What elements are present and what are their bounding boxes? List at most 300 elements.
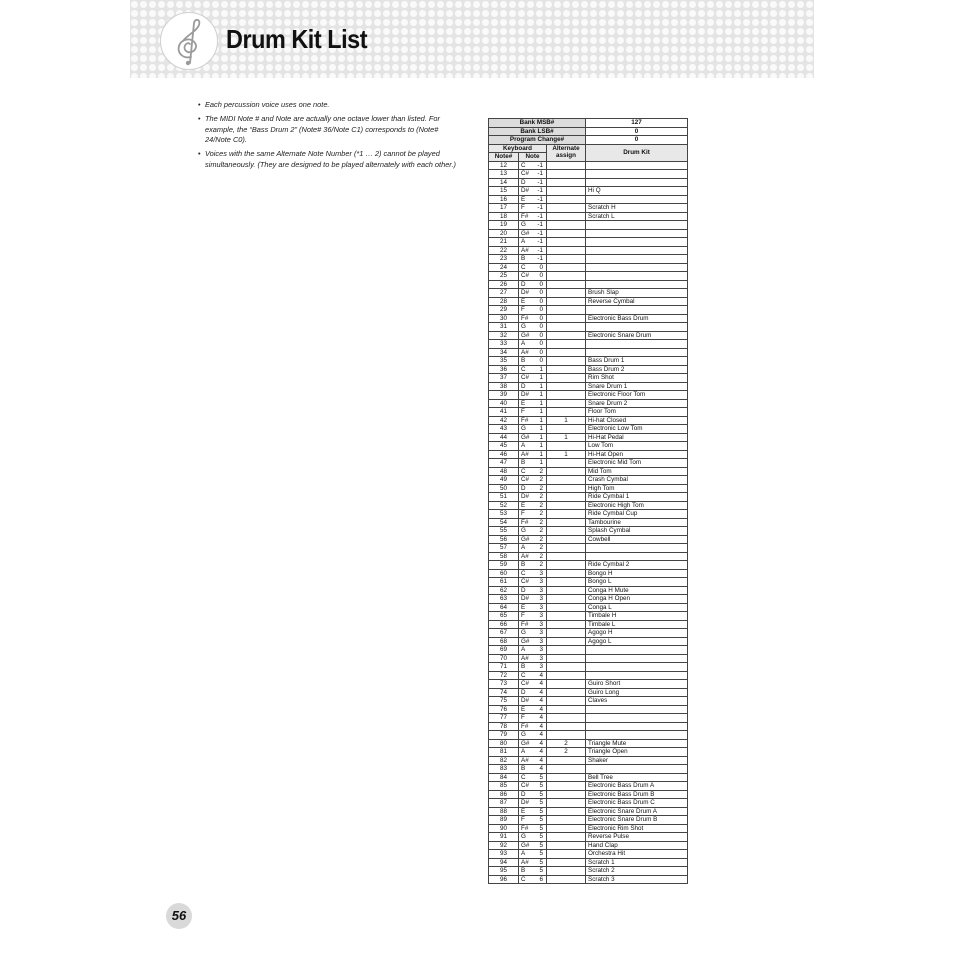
table-row [489, 875, 688, 884]
note-name-cell: G# [519, 637, 533, 646]
table-row [489, 518, 688, 527]
octave-cell: 0 [533, 323, 547, 332]
octave-cell: 2 [533, 535, 547, 544]
drum-kit-label: Drum Kit [586, 144, 688, 161]
octave-cell: 2 [533, 561, 547, 570]
note-number-cell: 38 [489, 382, 519, 391]
voice-name-cell: Hi-Hat Pedal [586, 433, 688, 442]
table-row [489, 246, 688, 255]
note-number-cell: 44 [489, 433, 519, 442]
table-row [489, 289, 688, 298]
octave-cell: 2 [533, 501, 547, 510]
alternate-cell [547, 501, 586, 510]
alternate-cell [547, 867, 586, 876]
page-title: Drum Kit List [226, 24, 368, 54]
note-number-cell: 25 [489, 272, 519, 281]
table-row [489, 578, 688, 587]
note-name-cell: D [519, 688, 533, 697]
note-number-cell: 85 [489, 782, 519, 791]
alternate-cell [547, 799, 586, 808]
voice-name-cell: Conga H Mute [586, 586, 688, 595]
note-number-cell: 16 [489, 195, 519, 204]
table-row [489, 731, 688, 740]
note-name-cell: G# [519, 331, 533, 340]
octave-cell: -1 [533, 255, 547, 264]
note-name-cell: E [519, 195, 533, 204]
alternate-cell [547, 850, 586, 859]
voice-name-cell: Conga L [586, 603, 688, 612]
note-name-cell: A# [519, 552, 533, 561]
note-name-cell: C# [519, 782, 533, 791]
voice-name-cell: Shaker [586, 756, 688, 765]
table-row [489, 739, 688, 748]
note-name-cell: F# [519, 620, 533, 629]
note-number-cell: 53 [489, 510, 519, 519]
note-number-cell: 57 [489, 544, 519, 553]
note-number-cell: 30 [489, 314, 519, 323]
note-name-cell: D [519, 586, 533, 595]
table-row [489, 399, 688, 408]
alternate-cell [547, 170, 586, 179]
voice-name-cell: Agogo H [586, 629, 688, 638]
bank-msb-label: Bank MSB# [489, 119, 586, 128]
alternate-cell [547, 629, 586, 638]
note-number-cell: 65 [489, 612, 519, 621]
note-number-cell: 35 [489, 357, 519, 366]
note-number-cell: 63 [489, 595, 519, 604]
alternate-cell [547, 705, 586, 714]
alternate-assign-label: Alternate assign [547, 144, 586, 161]
voice-name-cell: Triangle Open [586, 748, 688, 757]
alternate-cell: 1 [547, 450, 586, 459]
note-name-cell: G# [519, 229, 533, 238]
drum-kit-rows [489, 161, 688, 884]
note-number-cell: 34 [489, 348, 519, 357]
note-number-cell: 88 [489, 807, 519, 816]
alternate-cell [547, 272, 586, 281]
note-name-cell: C [519, 467, 533, 476]
note-name-cell: D# [519, 799, 533, 808]
alternate-cell [547, 204, 586, 213]
table-row [489, 535, 688, 544]
table-row [489, 765, 688, 774]
voice-name-cell: Triangle Mute [586, 739, 688, 748]
table-row [489, 161, 688, 170]
voice-name-cell: Bass Drum 2 [586, 365, 688, 374]
note-number-cell: 36 [489, 365, 519, 374]
note-number-cell: 23 [489, 255, 519, 264]
note-name-cell: E [519, 297, 533, 306]
note-number-cell: 64 [489, 603, 519, 612]
table-row [489, 620, 688, 629]
table-row [489, 569, 688, 578]
octave-cell: 6 [533, 875, 547, 884]
table-row [489, 544, 688, 553]
table-row [489, 450, 688, 459]
note-name-cell: F# [519, 518, 533, 527]
octave-cell: 3 [533, 612, 547, 621]
alternate-cell [547, 340, 586, 349]
table-row [489, 340, 688, 349]
table-row [489, 705, 688, 714]
octave-cell: 2 [533, 552, 547, 561]
note-number-cell: 91 [489, 833, 519, 842]
note-name-cell: D# [519, 697, 533, 706]
note-item: • Each percussion voice uses one note. [198, 100, 460, 111]
note-name-cell: G [519, 221, 533, 230]
alternate-cell [547, 646, 586, 655]
voice-name-cell [586, 348, 688, 357]
alternate-cell [547, 807, 586, 816]
voice-name-cell [586, 246, 688, 255]
octave-cell: 4 [533, 688, 547, 697]
voice-name-cell [586, 306, 688, 315]
note-number-cell: 66 [489, 620, 519, 629]
table-row [489, 382, 688, 391]
note-number-cell: 48 [489, 467, 519, 476]
octave-cell: 5 [533, 807, 547, 816]
octave-cell: 2 [533, 476, 547, 485]
octave-cell: 0 [533, 306, 547, 315]
note-number-cell: 20 [489, 229, 519, 238]
voice-name-cell [586, 654, 688, 663]
note-name-cell: B [519, 357, 533, 366]
page-number: 56 [166, 903, 192, 929]
note-name-cell: D# [519, 493, 533, 502]
treble-clef-icon [160, 12, 218, 70]
voice-name-cell: Agogo L [586, 637, 688, 646]
alternate-cell [547, 688, 586, 697]
alternate-cell [547, 510, 586, 519]
note-name-cell: C# [519, 170, 533, 179]
alternate-cell [547, 187, 586, 196]
octave-cell: 2 [533, 493, 547, 502]
note-number-cell: 96 [489, 875, 519, 884]
note-name-cell: C [519, 263, 533, 272]
note-name-cell: B [519, 255, 533, 264]
note-name-cell: D# [519, 391, 533, 400]
octave-cell: -1 [533, 221, 547, 230]
alternate-cell [547, 714, 586, 723]
voice-name-cell: Guiro Long [586, 688, 688, 697]
octave-cell: 2 [533, 544, 547, 553]
note-number-cell: 71 [489, 663, 519, 672]
note-number-cell: 22 [489, 246, 519, 255]
alternate-cell [547, 178, 586, 187]
table-row [489, 204, 688, 213]
note-name-cell: A [519, 442, 533, 451]
table-row [489, 212, 688, 221]
note-number-cell: 90 [489, 824, 519, 833]
alternate-cell: 2 [547, 748, 586, 757]
note-name-cell: G# [519, 841, 533, 850]
table-row [489, 824, 688, 833]
alternate-cell [547, 671, 586, 680]
note-number-cell: 19 [489, 221, 519, 230]
keyboard-label: Keyboard [489, 144, 547, 153]
alternate-cell [547, 773, 586, 782]
table-row [489, 408, 688, 417]
note-name-cell: A [519, 340, 533, 349]
note-name-cell: G [519, 323, 533, 332]
octave-cell: -1 [533, 178, 547, 187]
voice-name-cell [586, 161, 688, 170]
table-row [489, 280, 688, 289]
note-number-cell: 14 [489, 178, 519, 187]
octave-cell: -1 [533, 161, 547, 170]
octave-cell: 1 [533, 382, 547, 391]
alternate-cell [547, 697, 586, 706]
voice-name-cell: Electronic Bass Drum A [586, 782, 688, 791]
note-number-label: Note# [489, 153, 519, 162]
table-row [489, 255, 688, 264]
table-row [489, 561, 688, 570]
note-name-cell: A [519, 544, 533, 553]
voice-name-cell: Cowbell [586, 535, 688, 544]
note-number-cell: 79 [489, 731, 519, 740]
voice-name-cell: Electronic Low Tom [586, 425, 688, 434]
alternate-cell: 1 [547, 433, 586, 442]
table-row [489, 586, 688, 595]
table-row [489, 484, 688, 493]
voice-name-cell: Snare Drum 1 [586, 382, 688, 391]
note-name-cell: F# [519, 212, 533, 221]
table-row [489, 612, 688, 621]
alternate-cell [547, 535, 586, 544]
alternate-cell [547, 297, 586, 306]
table-row [489, 646, 688, 655]
octave-cell: 2 [533, 527, 547, 536]
alternate-cell [547, 527, 586, 536]
octave-cell: 0 [533, 263, 547, 272]
alternate-cell [547, 782, 586, 791]
alternate-cell [547, 221, 586, 230]
octave-cell: 1 [533, 416, 547, 425]
note-name-cell: C [519, 569, 533, 578]
note-item: • Voices with the same Alternate Note Number (*1 … 2) cannot be played simultaneously. (They are designed to be played alternately with each other.) [198, 149, 460, 170]
note-number-cell: 28 [489, 297, 519, 306]
octave-cell: 2 [533, 510, 547, 519]
note-name-cell: C# [519, 272, 533, 281]
alternate-cell [547, 255, 586, 264]
table-row [489, 722, 688, 731]
note-number-cell: 87 [489, 799, 519, 808]
table-row [489, 391, 688, 400]
alternate-cell [547, 442, 586, 451]
voice-name-cell [586, 722, 688, 731]
alternate-cell [547, 569, 586, 578]
note-name-cell: G [519, 833, 533, 842]
table-row [489, 756, 688, 765]
note-name-cell: D [519, 280, 533, 289]
voice-name-cell: Hi Q [586, 187, 688, 196]
table-row [489, 323, 688, 332]
note-number-cell: 21 [489, 238, 519, 247]
octave-cell: 3 [533, 586, 547, 595]
bank-msb-value: 127 [586, 119, 688, 128]
alternate-cell [547, 484, 586, 493]
voice-name-cell: Tambourine [586, 518, 688, 527]
table-row [489, 527, 688, 536]
note-number-cell: 42 [489, 416, 519, 425]
voice-name-cell: Scratch L [586, 212, 688, 221]
note-number-cell: 26 [489, 280, 519, 289]
table-row [489, 841, 688, 850]
octave-cell: 5 [533, 858, 547, 867]
table-row [489, 697, 688, 706]
note-number-cell: 81 [489, 748, 519, 757]
table-row [489, 799, 688, 808]
table-row [489, 170, 688, 179]
note-name-cell: C [519, 875, 533, 884]
voice-name-cell: Electronic Bass Drum B [586, 790, 688, 799]
octave-cell: 3 [533, 663, 547, 672]
note-name-cell: A [519, 748, 533, 757]
note-number-cell: 52 [489, 501, 519, 510]
note-number-cell: 58 [489, 552, 519, 561]
alternate-cell: 2 [547, 739, 586, 748]
note-number-cell: 67 [489, 629, 519, 638]
note-number-cell: 31 [489, 323, 519, 332]
table-row [489, 510, 688, 519]
alternate-cell [547, 790, 586, 799]
note-name-cell: F [519, 612, 533, 621]
voice-name-cell [586, 255, 688, 264]
alternate-cell [547, 595, 586, 604]
alternate-cell [547, 391, 586, 400]
octave-cell: 3 [533, 595, 547, 604]
note-name-cell: B [519, 459, 533, 468]
note-name-cell: B [519, 561, 533, 570]
alternate-cell [547, 586, 586, 595]
notes-list [198, 100, 460, 174]
note-name-cell: F# [519, 314, 533, 323]
octave-cell: 0 [533, 348, 547, 357]
voice-name-cell: Electronic Rim Shot [586, 824, 688, 833]
voice-name-cell [586, 663, 688, 672]
table-row [489, 858, 688, 867]
octave-cell: 5 [533, 799, 547, 808]
octave-cell: 0 [533, 340, 547, 349]
octave-cell: 2 [533, 484, 547, 493]
note-name-cell: A [519, 646, 533, 655]
octave-cell: 1 [533, 408, 547, 417]
table-row [489, 467, 688, 476]
alternate-cell [547, 289, 586, 298]
voice-name-cell: Electronic Snare Drum B [586, 816, 688, 825]
voice-name-cell [586, 229, 688, 238]
octave-cell: 1 [533, 459, 547, 468]
note-name-cell: D# [519, 595, 533, 604]
note-number-cell: 40 [489, 399, 519, 408]
table-row [489, 433, 688, 442]
bank-lsb-label: Bank LSB# [489, 127, 586, 136]
alternate-cell [547, 756, 586, 765]
note-number-cell: 43 [489, 425, 519, 434]
voice-name-cell [586, 731, 688, 740]
note-name-cell: C# [519, 680, 533, 689]
octave-cell: 3 [533, 654, 547, 663]
octave-cell: 4 [533, 765, 547, 774]
voice-name-cell: Reverse Pulse [586, 833, 688, 842]
table-row [489, 459, 688, 468]
note-number-cell: 74 [489, 688, 519, 697]
note-name-cell: D [519, 484, 533, 493]
voice-name-cell [586, 280, 688, 289]
octave-cell: 4 [533, 722, 547, 731]
voice-name-cell: Rim Shot [586, 374, 688, 383]
voice-name-cell [586, 544, 688, 553]
alternate-cell [547, 858, 586, 867]
voice-name-cell: Electronic Snare Drum A [586, 807, 688, 816]
alternate-cell: 1 [547, 416, 586, 425]
table-row [489, 833, 688, 842]
voice-name-cell: Bell Tree [586, 773, 688, 782]
table-row [489, 416, 688, 425]
octave-cell: 1 [533, 425, 547, 434]
octave-cell: 5 [533, 790, 547, 799]
note-number-cell: 24 [489, 263, 519, 272]
alternate-cell [547, 620, 586, 629]
voice-name-cell: Electronic Floor Tom [586, 391, 688, 400]
alternate-cell [547, 382, 586, 391]
alternate-cell [547, 722, 586, 731]
note-name-cell: F [519, 714, 533, 723]
octave-cell: 4 [533, 756, 547, 765]
voice-name-cell: Reverse Cymbal [586, 297, 688, 306]
note-number-cell: 47 [489, 459, 519, 468]
note-number-cell: 59 [489, 561, 519, 570]
voice-name-cell: Low Tom [586, 442, 688, 451]
alternate-cell [547, 425, 586, 434]
octave-cell: 3 [533, 569, 547, 578]
table-row [489, 187, 688, 196]
alternate-cell [547, 357, 586, 366]
octave-cell: 5 [533, 816, 547, 825]
octave-cell: -1 [533, 170, 547, 179]
note-name-cell: G# [519, 535, 533, 544]
note-name-cell: D# [519, 187, 533, 196]
note-name-cell: B [519, 765, 533, 774]
table-row [489, 680, 688, 689]
voice-name-cell [586, 765, 688, 774]
voice-name-cell [586, 323, 688, 332]
bank-lsb-value: 0 [586, 127, 688, 136]
octave-cell: 4 [533, 714, 547, 723]
note-name-cell: G [519, 731, 533, 740]
note-number-cell: 41 [489, 408, 519, 417]
octave-cell: 2 [533, 518, 547, 527]
note-name-cell: C# [519, 374, 533, 383]
table-row [489, 221, 688, 230]
table-row [489, 442, 688, 451]
voice-name-cell: Brush Slap [586, 289, 688, 298]
voice-name-cell: Mid Tom [586, 467, 688, 476]
program-change-value: 0 [586, 136, 688, 145]
table-row [489, 654, 688, 663]
alternate-cell [547, 246, 586, 255]
note-number-cell: 84 [489, 773, 519, 782]
table-row [489, 272, 688, 281]
table-row [489, 348, 688, 357]
alternate-cell [547, 323, 586, 332]
note-name-cell: A# [519, 348, 533, 357]
note-name-cell: A [519, 850, 533, 859]
note-number-cell: 15 [489, 187, 519, 196]
voice-name-cell [586, 178, 688, 187]
octave-cell: 3 [533, 637, 547, 646]
table-row [489, 501, 688, 510]
